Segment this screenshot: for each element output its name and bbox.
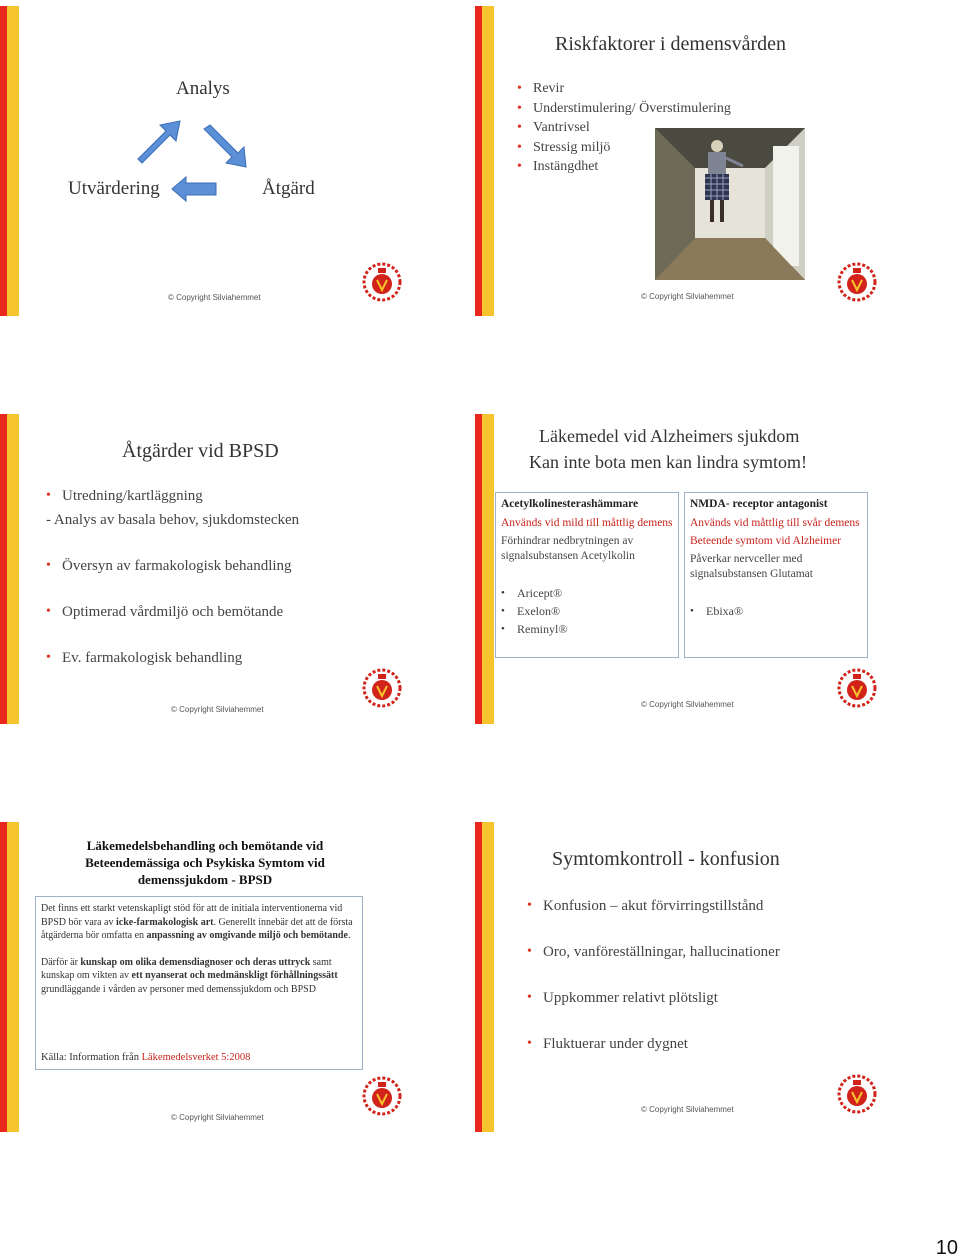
crest-logo-icon [837, 666, 877, 710]
nmda-box [684, 492, 868, 658]
list-item: • Konfusion – akut förvirringstillstånd [527, 898, 764, 914]
list-item: • Vantrivsel [517, 120, 590, 135]
slide-title: Symtomkontroll - konfusion [552, 848, 780, 870]
slide-title: Läkemedelsbehandling och bemötande vid Beteendemässiga och Psykiska Symtom vid demenssjukdom - BPSD [85, 838, 325, 887]
yellow-stripe [482, 6, 494, 316]
crest-logo-icon [837, 260, 877, 304]
cycle-label-top: Analys [176, 78, 230, 99]
yellow-stripe [482, 822, 494, 1132]
box-indication: Används vid mild till måttlig demens [501, 517, 673, 529]
cycle-label-right: Åtgärd [262, 178, 315, 199]
red-stripe [0, 6, 7, 316]
list-item: • Revir [517, 81, 565, 96]
red-stripe [0, 822, 7, 1132]
arrow-down-right-icon [204, 125, 246, 167]
crest-logo-icon [362, 666, 402, 710]
slide-title-line1: Läkemedel vid Alzheimers sjukdom [539, 426, 800, 446]
copyright: © Copyright Silviahemmet [171, 705, 264, 714]
slide-bpsd-measures [0, 414, 404, 724]
copyright: © Copyright Silviahemmet [641, 292, 734, 301]
page-number: 10 [935, 1237, 958, 1259]
slide-alzheimer-drugs [475, 414, 879, 724]
acetylcholinesterase-box [495, 492, 679, 658]
list-item: • Utredning/kartläggning [46, 488, 203, 504]
copyright: © Copyright Silviahemmet [171, 1113, 264, 1122]
list-item: • Ebixa® [690, 604, 744, 618]
box-description: Förhindrar nedbrytningen av signalsubstansen Acetylkolin [501, 535, 635, 562]
arrow-left-icon [172, 177, 216, 201]
list-item: • Fluktuerar under dygnet [527, 1036, 688, 1052]
measure-list [46, 488, 299, 674]
copyright: © Copyright Silviahemmet [641, 700, 734, 709]
list-item: • Instängdhet [517, 159, 599, 174]
cycle-arrows [130, 111, 260, 211]
list-item: • Stressig miljö [517, 139, 611, 155]
box-description: Påverkar nervceller med signalsubstansen Glutamat [690, 553, 813, 580]
corridor-photo [655, 128, 805, 280]
yellow-stripe [7, 414, 19, 724]
crest-logo-icon [362, 260, 402, 304]
list-item: • Översyn av farmakologisk behandling [46, 558, 292, 574]
box-heading: Acetylkolinesterashämmare [501, 498, 639, 510]
yellow-stripe [7, 822, 19, 1132]
list-subitem: - Analys av basala behov, sjukdomstecken [46, 512, 300, 528]
red-stripe [475, 6, 482, 316]
source-link[interactable]: Läkemedelsverket 5:2008 [141, 1051, 251, 1063]
box-heading: NMDA- receptor antagonist [690, 498, 828, 510]
list-item: • Ev. farmakologisk behandling [46, 650, 243, 666]
slide-risk-factors [475, 6, 879, 316]
red-stripe [475, 414, 482, 724]
list-item: • Uppkommer relativt plötsligt [527, 990, 718, 1006]
source-line: Källa: Information från Läkemedelsverket 5:2008 [41, 1051, 251, 1063]
yellow-stripe [482, 414, 494, 724]
copyright: © Copyright Silviahemmet [168, 293, 261, 302]
list-item: • Aricept® [501, 586, 563, 600]
crest-logo-icon [837, 1072, 877, 1116]
crest-logo-icon [362, 1074, 402, 1118]
box-indication-2: Beteende symtom vid Alzheimer [690, 535, 842, 547]
drug-list [501, 584, 673, 638]
slide-analysis-cycle [0, 6, 404, 316]
arrow-up-right-icon [138, 121, 180, 163]
box-indication: Används vid måttlig till svår demens [690, 517, 860, 529]
slide-symptom-control [475, 822, 879, 1132]
slide-title: Åtgärder vid BPSD [122, 440, 279, 462]
list-item: • Understimulering/ Överstimulering [517, 100, 731, 116]
info-box [35, 896, 363, 1070]
slide-title: Riskfaktorer i demensvården [555, 33, 787, 55]
drug-list [690, 602, 862, 620]
slide-title-line2: Kan inte bota men kan lindra symtom! [529, 452, 807, 472]
cycle-label-left: Utvärdering [68, 178, 160, 199]
list-item: • Optimerad vårdmiljö och bemötande [46, 604, 284, 620]
copyright: © Copyright Silviahemmet [641, 1105, 734, 1114]
red-stripe [475, 822, 482, 1132]
red-stripe [0, 414, 7, 724]
slide-treatment-bpsd [0, 822, 404, 1132]
paragraph-2: Därför är kunskap om olika demensdiagnoser och deras uttryck samt kunskap om vikten av ett nyanserat och medmänskligt förhållningssätt grundläggande i vården av personer med demenssjukdom och BPSD [41, 956, 338, 995]
symptom-list [527, 898, 780, 1060]
list-item: • Oro, vanföreställningar, hallucinationer [527, 944, 780, 960]
paragraph-1: Det finns ett starkt vetenskapligt stöd för att de initiala interventionerna vid BPSD bör vara av icke-farmakologisk art. Generellt innebär det att de första åtgärderna bör omfatta en anpassning av omgivande miljö och bemötande. [41, 903, 353, 941]
list-item: • Reminyl® [501, 622, 568, 636]
list-item: • Exelon® [501, 604, 561, 618]
yellow-stripe [7, 6, 19, 316]
